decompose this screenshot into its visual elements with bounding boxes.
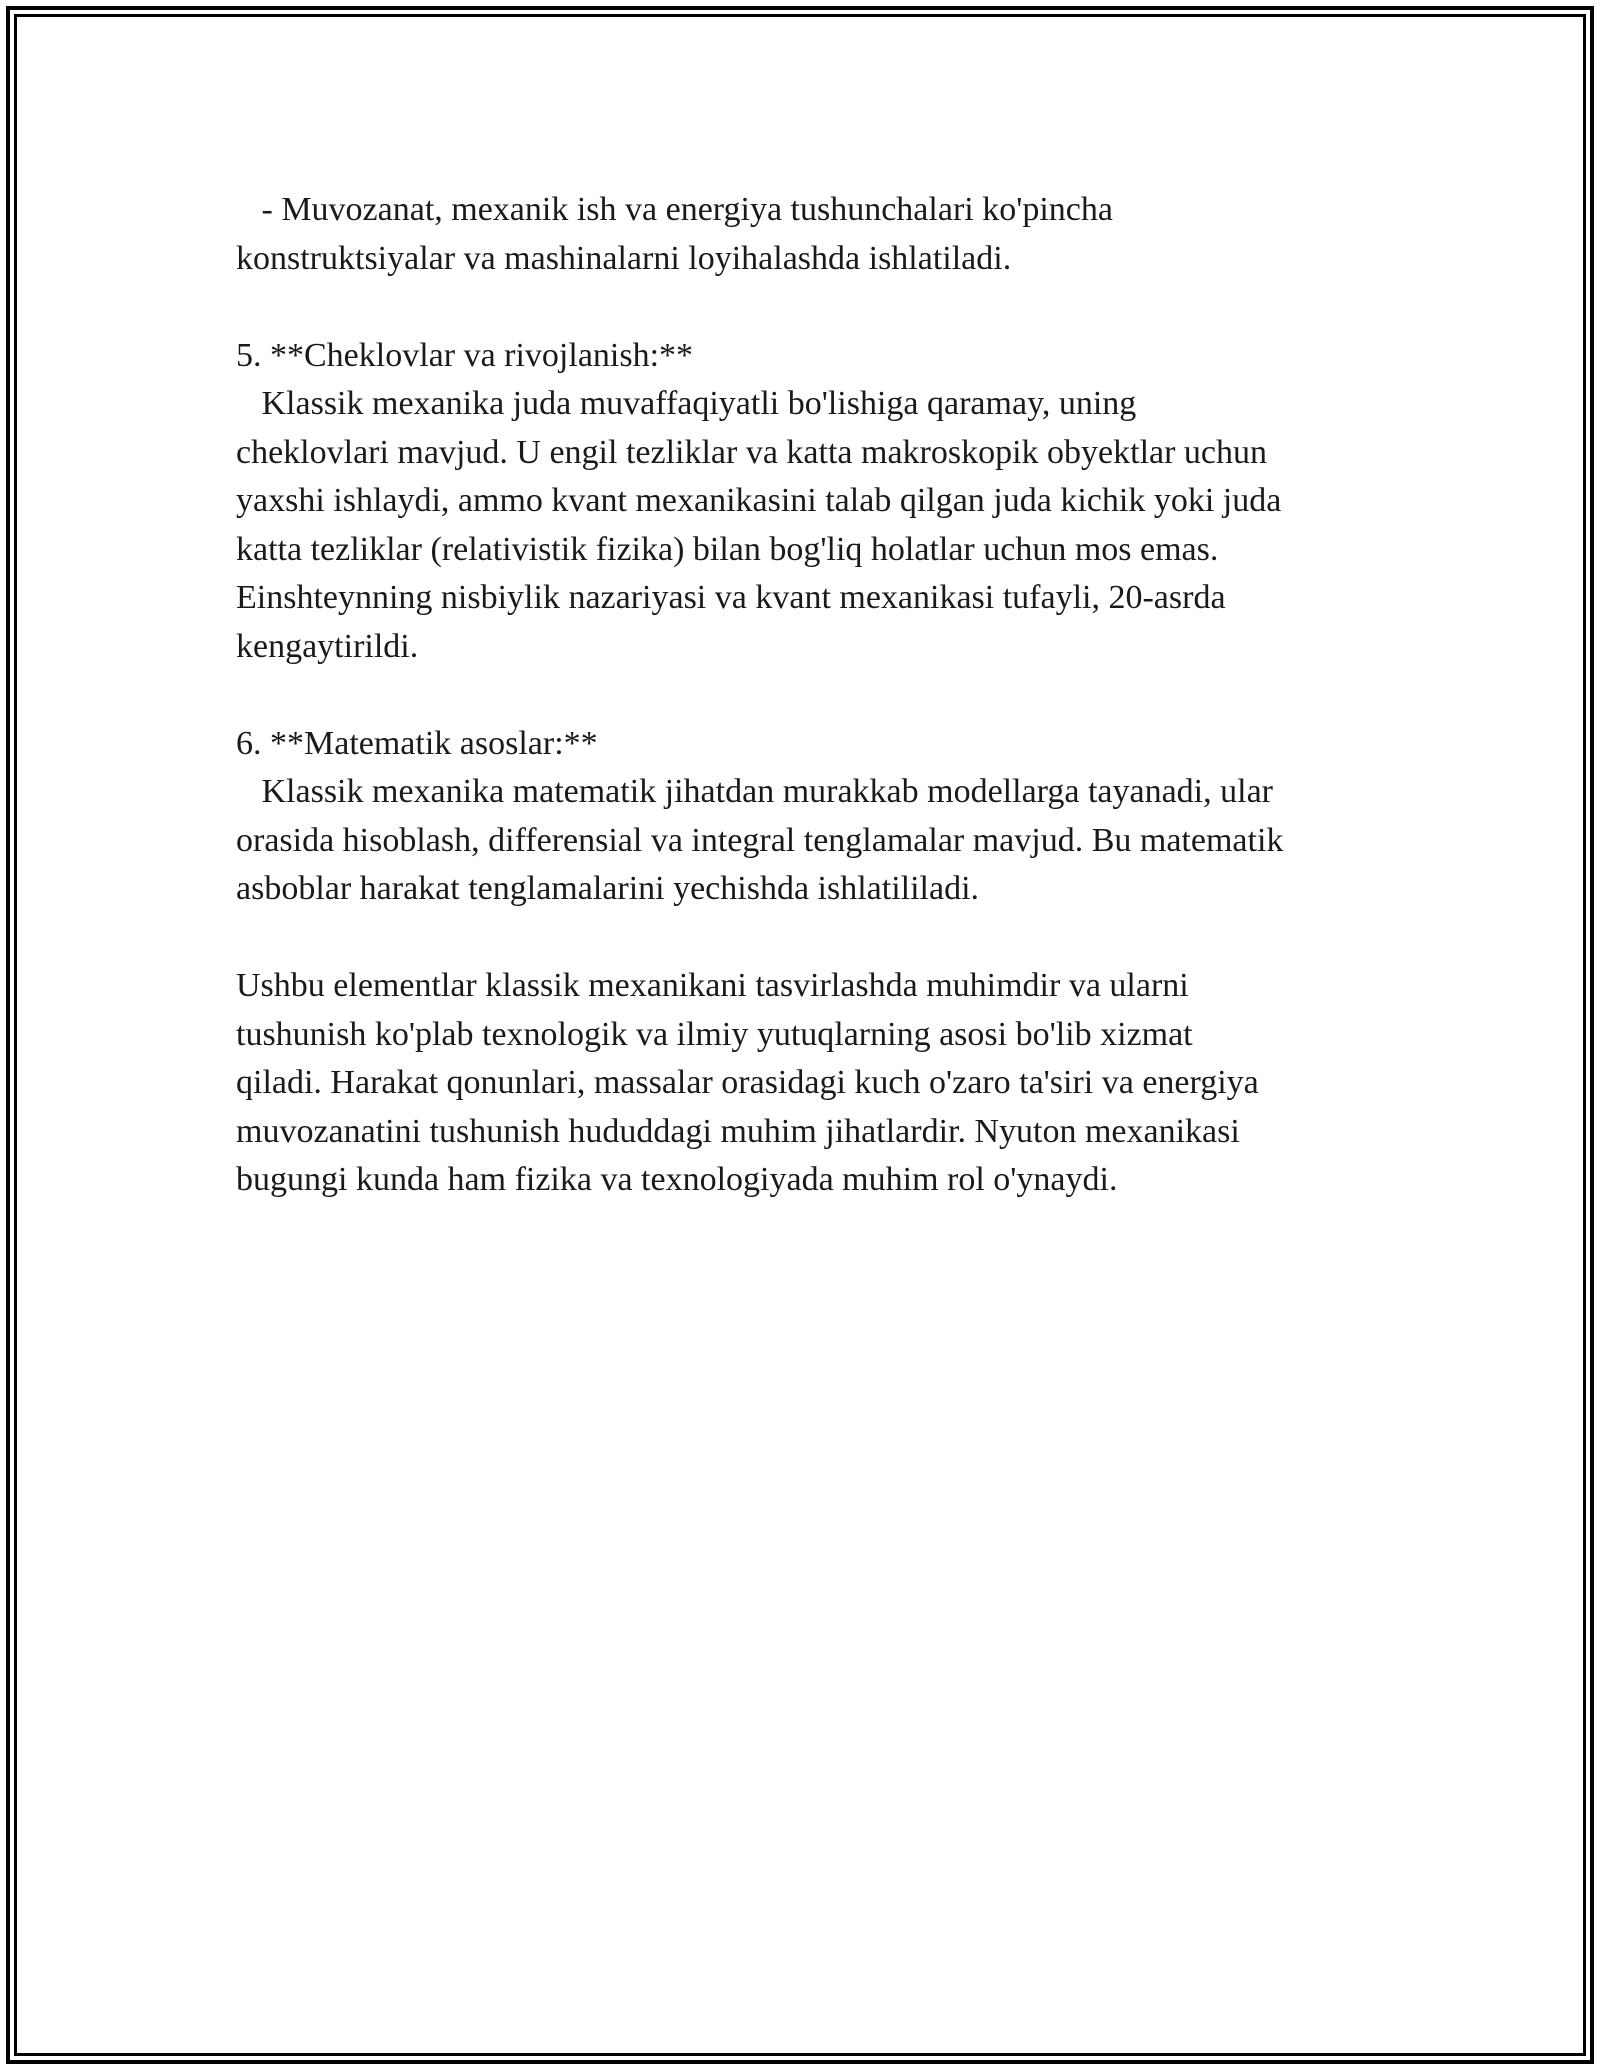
text-line: Klassik mexanika juda muvaffaqiyatli bo'lishiga qaramay, uning — [236, 385, 1137, 422]
text-line: muvozanatini tushunish hududdagi muhim jihatlardir. Nyuton mexanikasi — [236, 1112, 1240, 1150]
text-line: cheklovlari mavjud. U engil tezliklar va katta makroskopik obyektlar uchun — [236, 433, 1268, 471]
section-6 — [236, 720, 1386, 914]
text-line: bugungi kunda ham fizika va texnologiyada muhim rol o'ynaydi. — [236, 1161, 1118, 1198]
section-5 — [236, 332, 1386, 672]
text-line: kengaytirildi. — [236, 627, 419, 665]
text-line: yaxshi ishlaydi, ammo kvant mexanikasini talab qilgan juda kichik yoki juda — [236, 482, 1282, 519]
section-heading: 6. **Matematik asoslar:** — [236, 724, 598, 762]
text-line: asboblar harakat tenglamalarini yechishda ishlatililadi. — [236, 870, 980, 907]
bullet-paragraph — [236, 186, 1386, 283]
text-line: katta tezliklar (relativistik fizika) bilan bog'liq holatlar uchun mos emas. — [236, 530, 1219, 568]
paragraph-spacer — [236, 283, 1386, 332]
text-line: konstruktsiyalar va mashinalarni loyihalashda ishlatiladi. — [236, 239, 1012, 277]
conclusion-paragraph — [236, 962, 1386, 1205]
text-line: Einshteynning nisbiylik nazariyasi va kvant mexanikasi tufayli, 20-asrda — [236, 579, 1226, 616]
text-line: - Muvozanat, mexanik ish va energiya tushunchalari ko'pincha — [236, 191, 1113, 228]
text-line: tushunish ko'plab texnologik va ilmiy yutuqlarning asosi bo'lib xizmat — [236, 1015, 1193, 1053]
text-line: orasida hisoblash, differensial va integral tenglamalar mavjud. Bu matematik — [236, 821, 1284, 859]
text-line: Klassik mexanika matematik jihatdan murakkab modellarga tayanadi, ular — [236, 773, 1273, 810]
text-line: qiladi. Harakat qonunlari, massalar orasidagi kuch o'zaro ta'siri va energiya — [236, 1064, 1259, 1101]
paragraph-spacer — [236, 914, 1386, 963]
section-heading: 5. **Cheklovlar va rivojlanish:** — [236, 336, 694, 374]
paragraph-spacer — [236, 671, 1386, 720]
document-body — [236, 186, 1386, 1205]
text-line: Ushbu elementlar klassik mexanikani tasvirlashda muhimdir va ularni — [236, 967, 1189, 1004]
